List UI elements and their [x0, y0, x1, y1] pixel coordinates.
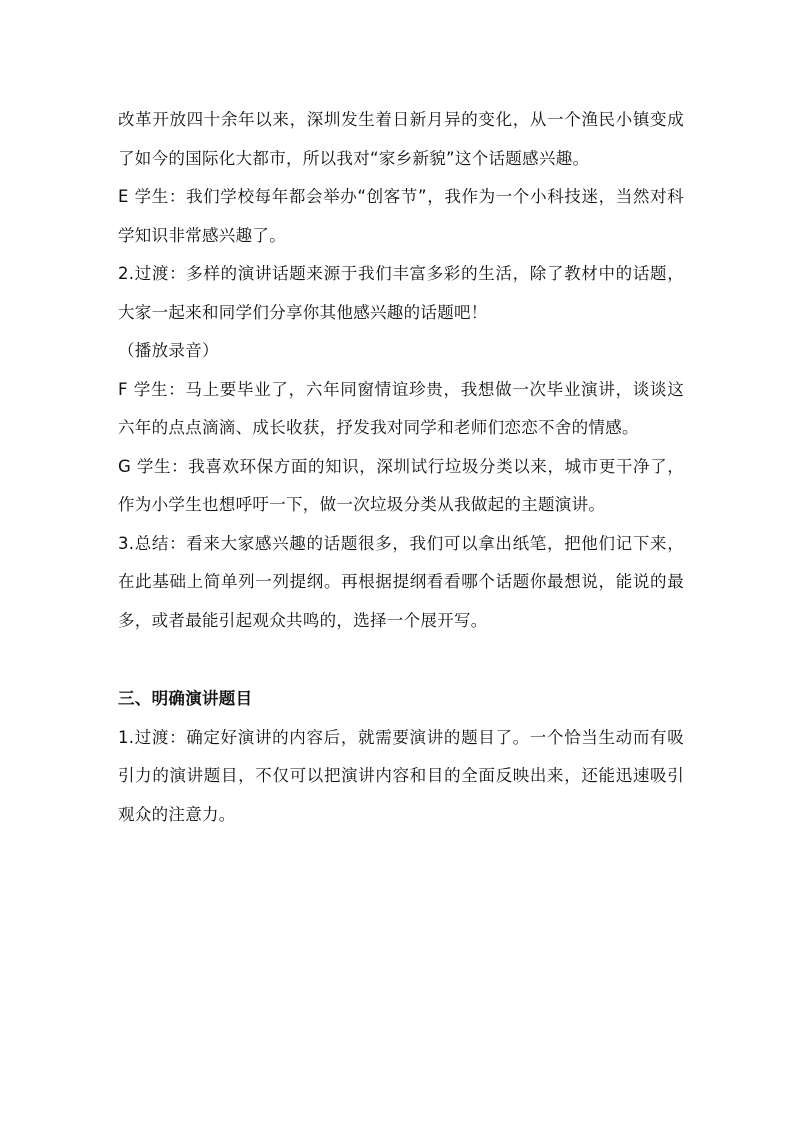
- section-heading: 三、明确演讲题目: [118, 689, 253, 708]
- paragraph-transition-2: 2.过渡：多样的演讲话题来源于我们丰富多彩的生活，除了教材中的话题，大家一起来和同学们分享你其他感兴趣的话题吧！: [118, 264, 684, 322]
- paragraph-summary-3: 3.总结：看来大家感兴趣的话题很多，我们可以拿出纸笔，把他们记下来，在此基础上简单列一列提纲。再根据提纲看看哪个话题你最想说，能说的最多，或者最能引起观众共鸣的，选择一个展开写。: [118, 533, 684, 630]
- paragraph-play-recording: （播放录音）: [118, 341, 219, 360]
- paragraph-student-f: F 学生：马上要毕业了，六年同窗情谊珍贵，我想做一次毕业演讲，谈谈这六年的点点滴滴、成长收获，抒发我对同学和老师们恋恋不舍的情感。: [118, 379, 684, 437]
- paragraph-shenzhen-change: 改革开放四十余年以来，深圳发生着日新月异的变化，从一个渔民小镇变成了如今的国际化大都市，所以我对“家乡新貌”这个话题感兴趣。: [118, 110, 684, 168]
- paragraph-title-transition-1: 1.过渡：确定好演讲的内容后，就需要演讲的题目了。一个恰当生动而有吸引力的演讲题目，不仅可以把演讲内容和目的全面反映出来，还能迅速吸引观众的注意力。: [118, 727, 684, 824]
- document-body: [118, 101, 684, 834]
- paragraph-student-g: G 学生：我喜欢环保方面的知识，深圳试行垃圾分类以来，城市更干净了，作为小学生也想呼吁一下，做一次垃圾分类从我做起的主题演讲。: [118, 456, 684, 514]
- paragraph-student-e: E 学生：我们学校每年都会举办“创客节”，我作为一个小科技迷，当然对科学知识非常感兴趣了。: [118, 187, 684, 245]
